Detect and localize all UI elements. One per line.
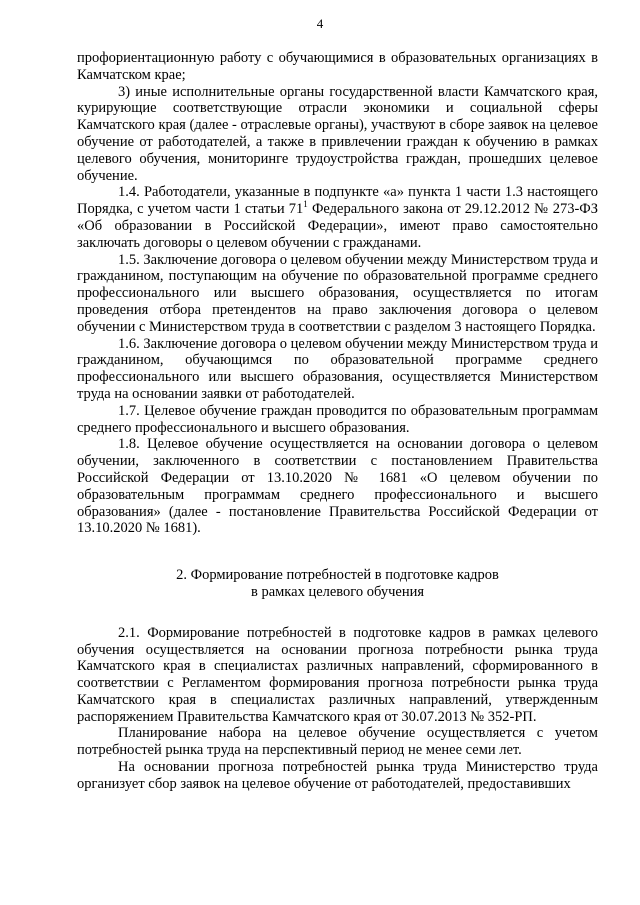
spacer [77,601,598,625]
paragraph-1-7: 1.7. Целевое обучение граждан проводится по образовательным программам среднего профессионального и высшего образования. [77,402,598,436]
paragraph-continuation: профориентационную работу с обучающимися в образовательных организациях в Камчатском крае; [77,50,598,83]
page-number: 4 [316,16,324,31]
section-heading-line-1: 2. Формирование потребностей в подготовке кадров [176,567,499,584]
paragraph-2-1: 2.1. Формирование потребностей в подготовке кадров в рамках целевого обучения осуществляется на основании прогноза потребности рынка труда Камчатского края в специалистах различных направлений, сформированного в соответствии с Регламентом формирования прогноза потребности рынка труда Камчатского края в специалистах различных направлений, утвержденным распоряжением Правительства Камчатского края от 30.07.2013 № 352-РП. [77,624,598,725]
superscript-1: 1 [303,199,308,210]
paragraph-1-4 [77,184,598,251]
paragraph-1-8: 1.8. Целевое обучение осуществляется на основании договора о целевом обучении, заключенного в соответствии с постановлением Правительства Российской Федерации от 13.10.2020 № 1681 «О целевом обучении по образовательным программам среднего профессионального и высшего образования» (далее - постановление Правительства Российской Федерации от 13.10.2020 № 1681). [77,436,598,537]
paragraph-planning: Планирование набора на целевое обучение осуществляется с учетом потребностей рынка труда на перспективный период не менее семи лет. [77,725,598,759]
document-body [77,50,598,793]
paragraph-forecast: На основании прогноза потребностей рынка труда Министерство труда организует сбор заявок на целевое обучение от работодателей, предоставивших [77,759,598,792]
paragraph-1-4-text-a: 1.4. Работодатели, указанные в подпункте «а» пункта 1 части 1.3 настоящего Порядка, с учетом части 1 статьи 71 [77,184,598,218]
paragraph-1-4-text-b: Федерального закона от 29.12.2012 № 273-ФЗ «Об образовании в Российской Федерации», имеют право самостоятельно заключать договоры о целевом обучении с гражданами. [77,201,598,251]
paragraph-1-6: 1.6. Заключение договора о целевом обучении между Министерством труда и гражданином, обучающимся по образовательной программе среднего профессионального или высшего образования, осуществляется Министерством труда на основании заявки от работодателей. [77,335,598,402]
paragraph-item-3: 3) иные исполнительные органы государственной власти Камчатского края, курирующие соответствующие отрасли экономики и социальной сферы Камчатского края (далее - отраслевые органы), участвуют в сборе заявок на целевое обучение от работодателей, а также в привлечении граждан к обучению в рамках целевого обучения, мониторинге трудоустройства граждан, прошедших целевое обучение. [77,83,598,184]
spacer [77,537,598,567]
paragraph-1-5: 1.5. Заключение договора о целевом обучении между Министерством труда и гражданином, поступающим на обучение по образовательной программе среднего профессионального или высшего образования, осуществляется по итогам проведения отбора претендентов на право заключения договора о целевом обучении с Министерством труда в соответствии с разделом 3 настоящего Порядка. [77,251,598,335]
section-heading-line-2: в рамках целевого обучения [250,583,425,600]
